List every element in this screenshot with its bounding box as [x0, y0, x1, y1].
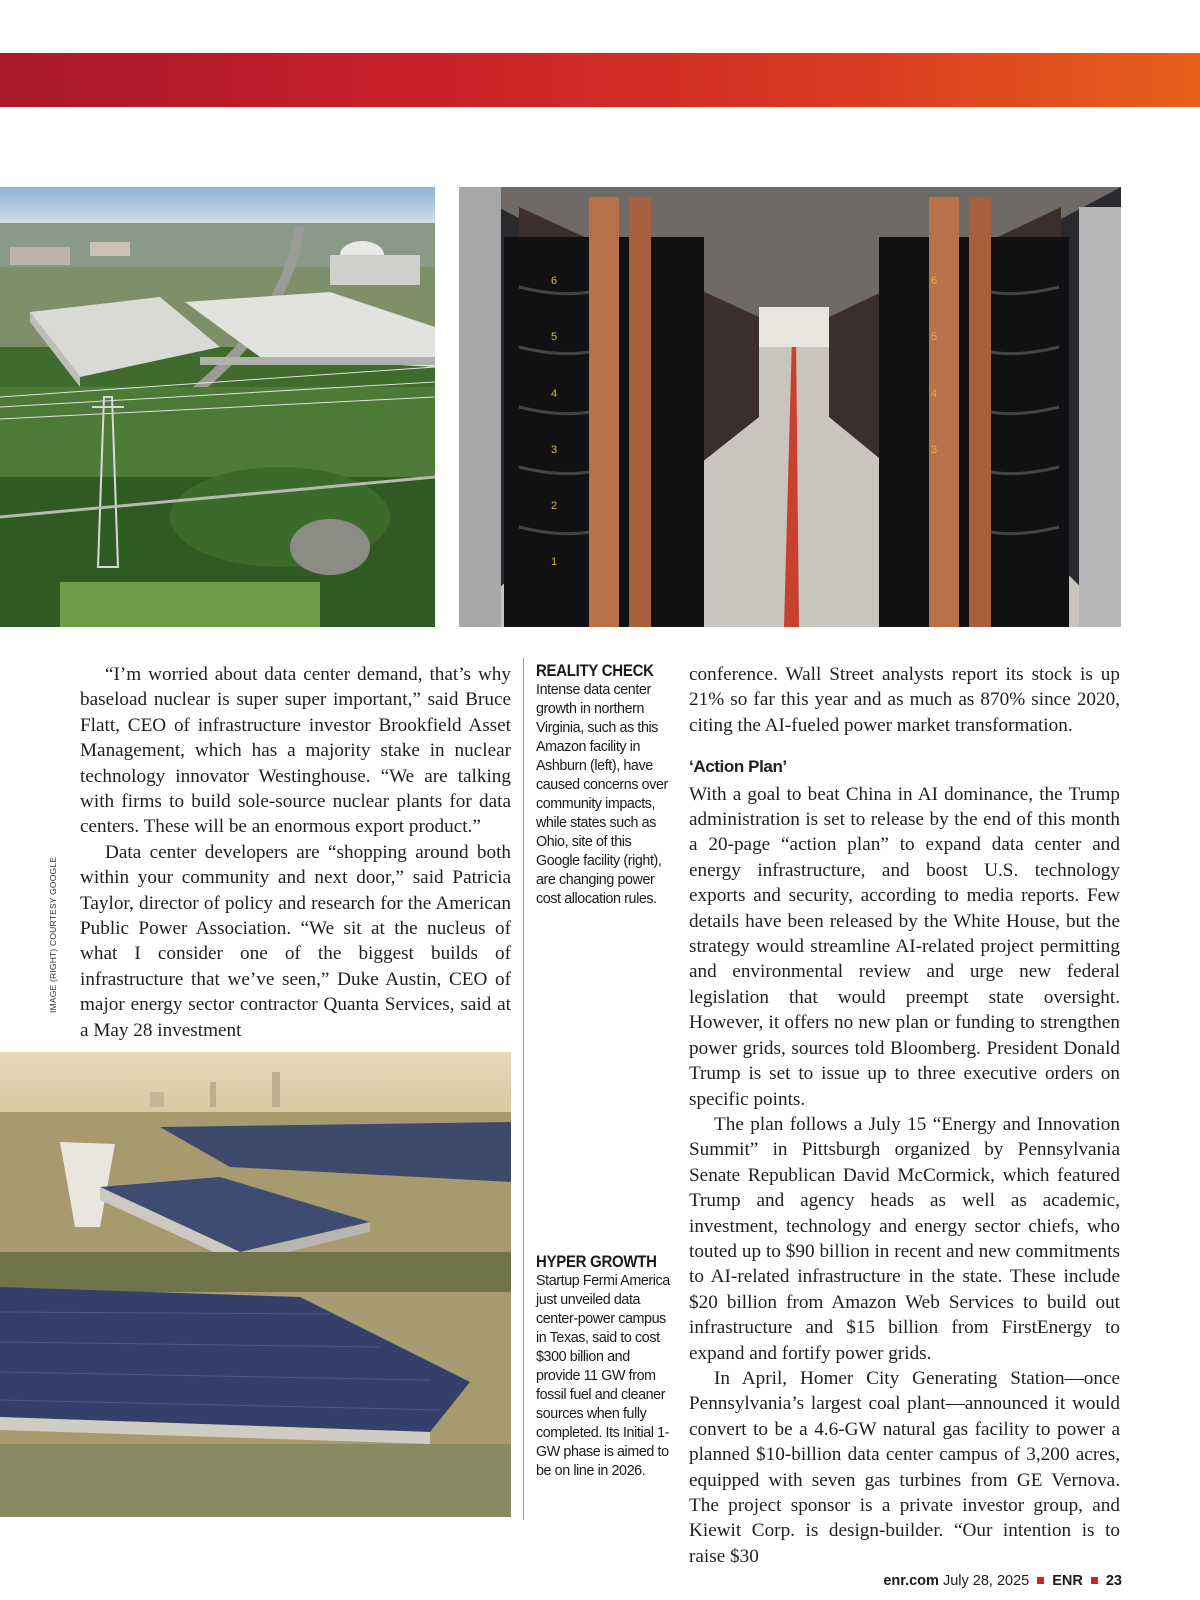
photo-aerial-data-center — [0, 187, 435, 627]
photo-server-aisle — [459, 187, 1121, 627]
caption-reality-check-text: Intense data center growth in northern Virginia, such as this Amazon facility in Ashburn (left), have caused concerns over community impacts, while states such as Ohio, site of this Google facility (right), are changing power cost allocation rules. — [536, 682, 668, 907]
paragraph-right-lead: conference. Wall Street analysts report its stock is up 21% so far this year and as much as 870% since 2020, citing the AI-fueled power market transformation. — [689, 664, 1120, 736]
caption-reality-check-heading: REALITY CHECK — [536, 661, 654, 680]
subhead-action-plan: ‘Action Plan’ — [689, 757, 787, 777]
caption-hyper-growth-heading: HYPER GROWTH — [536, 1252, 657, 1271]
caption-hyper-growth-text: Startup Fermi America just unveiled data center-power campus in Texas, said to cost $300 billion and provide 11 GW from fossil fuel and cleaner sources when fully completed. Its Initial 1-GW phase is aimed to be on line in 2026. — [536, 1273, 670, 1479]
photo-fermi-america-campus — [0, 1052, 511, 1517]
footer-date: July 28, 2025 — [942, 1573, 1030, 1589]
footer-site[interactable]: enr.com — [883, 1573, 939, 1589]
paragraph-left-2: Data center developers are “shopping around both within your community and next door,” said Patricia Taylor, director of policy and research for the American Public Power Association. “We sit at the nucleus of what I consider one of the biggest builds of infrastructure that we’ve seen,” Duke Austin, CEO of major energy sector contractor Quanta Services, said at a May 28 investment — [80, 841, 511, 1041]
footer-brand: ENR — [1052, 1573, 1083, 1589]
rack-number-right-3: 3 — [931, 444, 938, 456]
rack-number-left-2: 2 — [551, 500, 558, 512]
rack-number-right-6: 6 — [931, 275, 938, 287]
caption-reality-check — [536, 661, 676, 909]
footer-separator-icon — [1091, 1577, 1098, 1584]
photo-credit: IMAGE (RIGHT) COURTESY GOOGLE — [48, 856, 58, 1013]
rack-number-left-5: 5 — [551, 331, 558, 343]
column-left — [80, 662, 511, 1043]
column-right — [689, 662, 1120, 1569]
rack-number-left-1: 1 — [551, 556, 558, 568]
paragraph-right-3: In April, Homer City Generating Station—once Pennsylvania’s largest coal plant—announced it would convert to be a 4.6-GW natural gas facility to power a planned $10-billion data center campus of 3,200 acres, equipped with seven gas turbines from GE Vernova. The project sponsor is a private investor group, and Kiewit Corp. is design-builder. “Our intention is to raise $30 — [689, 1367, 1120, 1567]
paragraph-right-2: The plan follows a July 15 “Energy and Innovation Summit” in Pittsburgh organized by Pennsylvania Senate Republican David McCormick, which featured Trump and agency heads as well as academic, investment, technology and energy sector chiefs, who touted up to $90 billion in recent and new commitments to AI-related infrastructure in the state. These include $20 billion from Amazon Web Services to build out infrastructure and $15 billion from FirstEnergy to expand and fortify power grids. — [689, 1113, 1120, 1364]
footer-separator-icon — [1037, 1577, 1044, 1584]
rack-number-left-4: 4 — [551, 388, 558, 400]
rack-number-right-5: 5 — [931, 331, 938, 343]
paragraph-right-1: With a goal to beat China in AI dominance, the Trump administration is set to release by the end of this month a 20-page “action plan” to expand data center and energy infrastructure, and boost U.S. technology exports and security, according to media reports. Few details have been released by the White House, but the strategy would streamline AI-related project permitting and environmental review and urge new federal legislation that would preempt state oversight. However, it offers no new plan or funding to strengthen power grids, sources told Bloomberg. President Donald Trump is set to issue up to three executive orders on specific points. — [689, 783, 1120, 1110]
column-divider — [523, 658, 524, 1520]
page-footer — [883, 1573, 1122, 1589]
rack-number-right-4: 4 — [931, 388, 938, 400]
rack-number-left-3: 3 — [551, 444, 558, 456]
footer-page-number: 23 — [1105, 1573, 1122, 1589]
paragraph-left-1: “I’m worried about data center demand, that’s why baseload nuclear is super super important,” said Bruce Flatt, CEO of infrastructure investor Brookfield Asset Management, which has a majority stake in nuclear technology innovator Westinghouse. “We are talking with firms to build sole-source nuclear plants for data centers. These will be an enormous export product.” — [80, 664, 511, 838]
rack-number-left-6: 6 — [551, 275, 558, 287]
top-color-banner — [0, 53, 1200, 107]
caption-hyper-growth — [536, 1252, 676, 1481]
